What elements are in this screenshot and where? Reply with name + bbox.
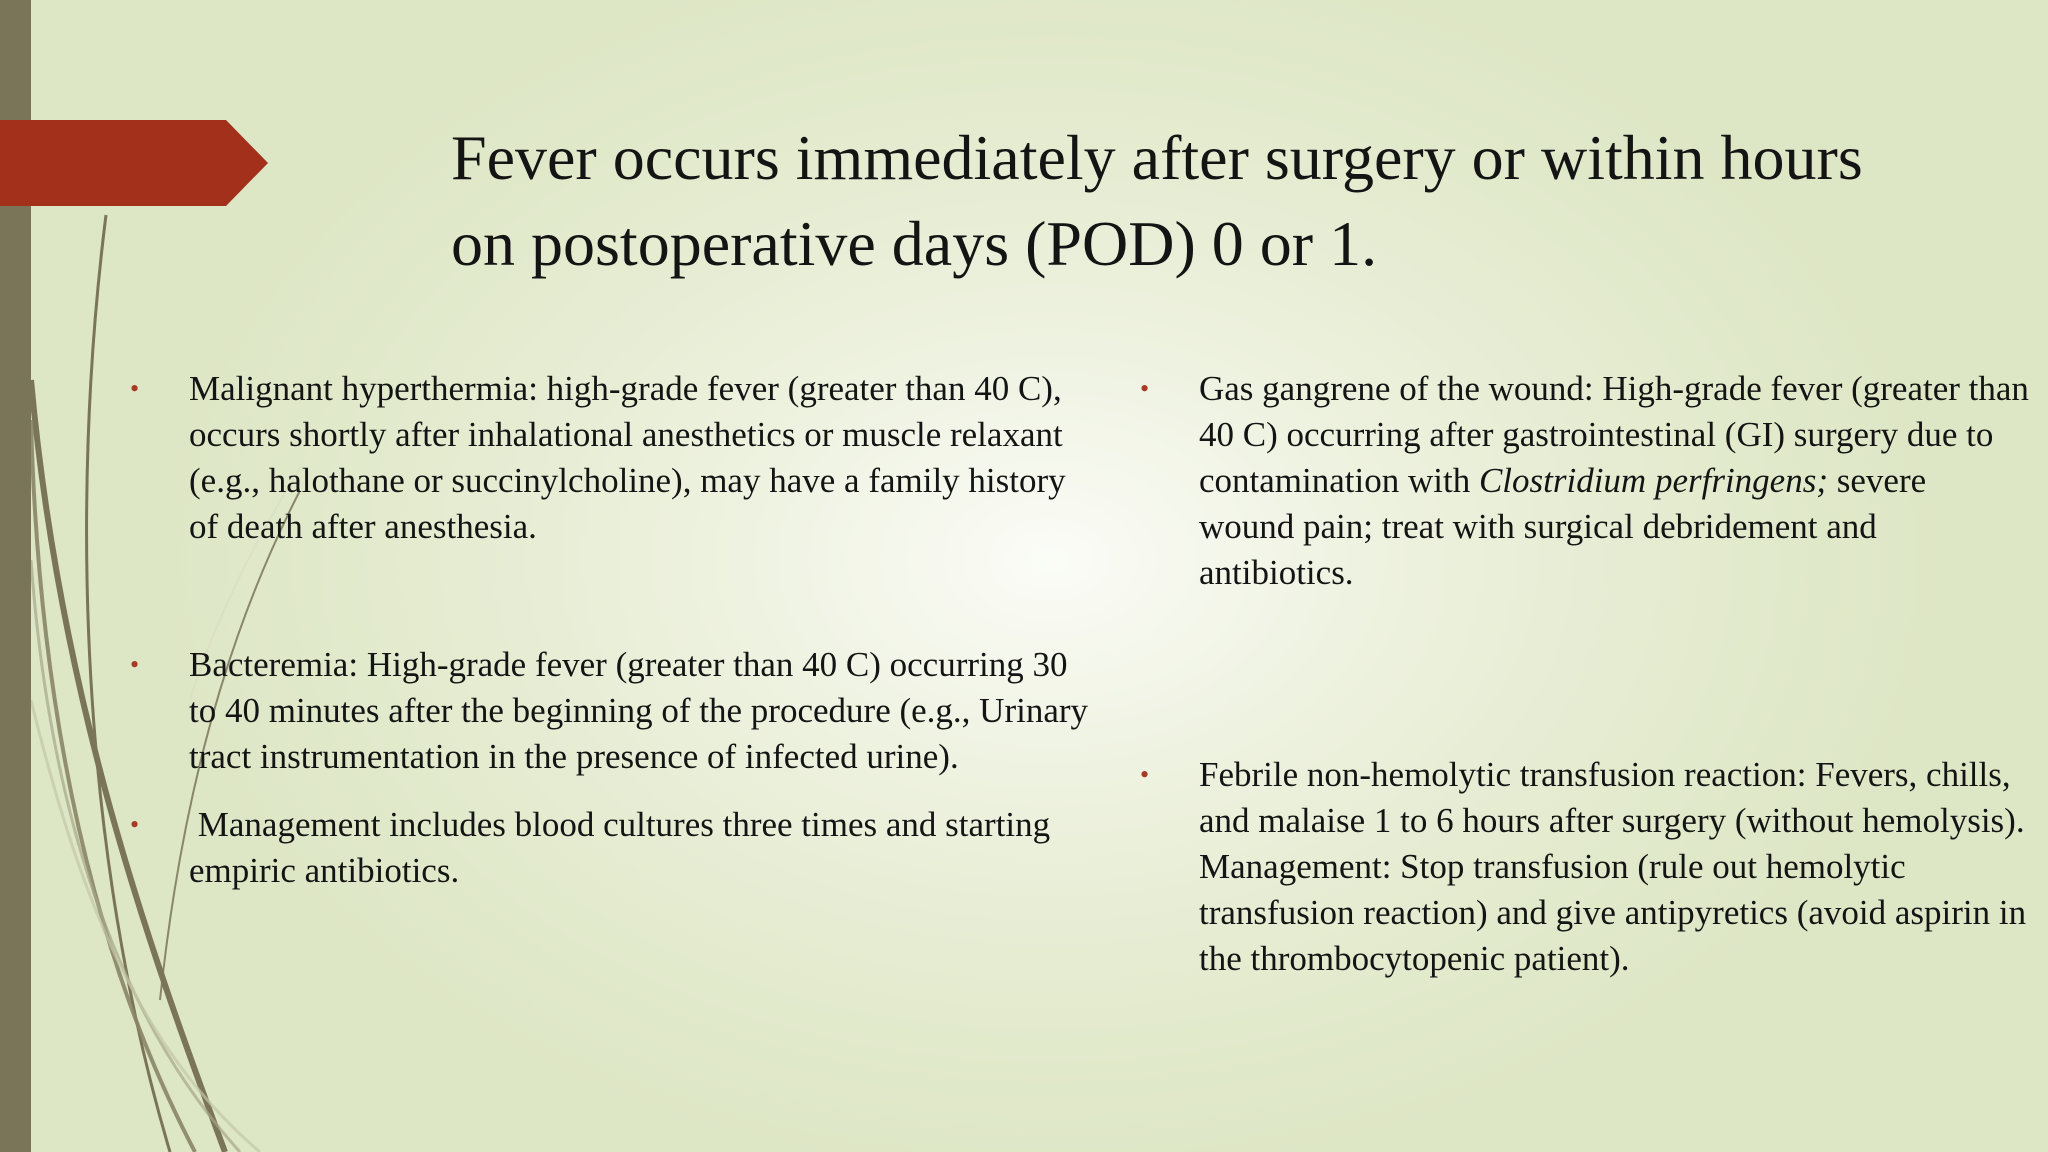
bullet-febrile-transfusion [1140, 752, 2030, 982]
bullet-text: Management includes blood cultures three times and starting empiric antibiotics. [189, 805, 1059, 890]
slide-title: Fever occurs immediately after surgery or within hours on postoperative days (POD) 0 or 1. [451, 122, 1863, 279]
bullet-text-italic: Clostridium perfringens; [1478, 461, 1828, 500]
bullet-gas-gangrene [1140, 366, 2038, 596]
bullet-text-part: Gas gangrene of the wound: High-grade fever (greater than 40 C) occurring after gastrointestinal (GI) surgery due to contamination with [1199, 369, 2038, 500]
bullet-management [130, 802, 1090, 894]
bullet-text-part: severe wound pain; treat with surgical debridement and antibiotics. [1199, 461, 1935, 592]
bullet-text [1199, 369, 2038, 592]
bullet-malignant-hyperthermia [130, 366, 1090, 550]
bullet-dot: • [1140, 374, 1150, 403]
bullet-dot: • [130, 650, 140, 679]
left-column [130, 366, 1090, 894]
bullet-text: Malignant hyperthermia: high-grade fever (greater than 40 C), occurs shortly after inhalational anesthetics or muscle relaxant (e.g., halothane or succinylcholine), may have a family history of death after anesthesia. [189, 369, 1066, 546]
bullet-bacteremia [130, 642, 1090, 780]
title-arrow-tag [0, 120, 270, 206]
bullet-dot: • [130, 810, 140, 839]
bullet-text: Febrile non-hemolytic transfusion reaction: Fevers, chills, and malaise 1 to 6 hours after surgery (without hemolysis). Management: Stop transfusion (rule out hemolytic transfusion reaction) and give antipyretics (avoid aspirin in the thrombocytopenic patient). [1199, 755, 2027, 978]
bullet-dot: • [130, 374, 140, 403]
right-column [1140, 366, 2038, 982]
bullet-dot: • [1140, 760, 1150, 789]
bullet-text: Bacteremia: High-grade fever (greater than 40 C) occurring 30 to 40 minutes after the beginning of the procedure (e.g., Urinary tract instrumentation in the presence of infected urine). [189, 645, 1089, 776]
